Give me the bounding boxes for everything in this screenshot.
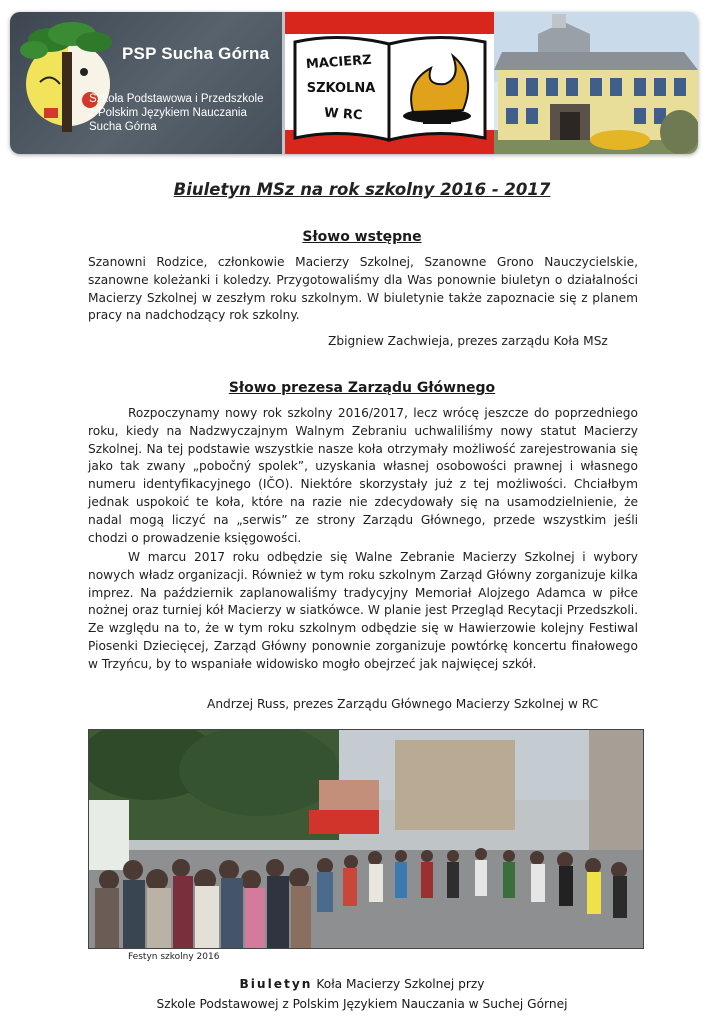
president-paragraph-2: W marcu 2017 roku odbędzie się Walne Zebranie Macierzy Szkolnej i wybory nowych władz organizacji. Również w tym roku szkolnym Zarząd Główny zorganizuje kilka imprez. Na październik zaplanowaliśmy tradycyjny Memoriał Alojzego Adamca w piłce nożnej oraz turniej kół Macierzy w siatkówce. W planie jest Przegląd Recytacji Przedszkoli. Ze względu na to, że w tym roku szkolnym odbędzie się w Hawierzowie kolejny Festiwal Piosenki Dziecięcej, Zarząd Główny ponownie zorganizuje powtórkę koncertu finałowego w Trzyńcu, by to wspaniałe widowisko mogło obejrzeć jak najwięcej szkół.: [88, 550, 638, 671]
intro-heading: Słowo wstępne: [302, 229, 422, 245]
crowd-photo-image: [89, 730, 643, 948]
school-desc-line: Szkoła Podstawowa i Przedszkole: [89, 93, 264, 105]
macierz-logo-panel: [282, 12, 500, 154]
president-heading: Słowo prezesa Zarządu Głównego: [228, 380, 496, 396]
footer-bulletin-word: Biuletyn: [239, 977, 313, 991]
photo-caption: Festyn szkolny 2016: [128, 952, 220, 962]
logo-line: SZKOLNA: [306, 81, 376, 96]
bulletin-title: Biuletyn MSz na rok szkolny 2016 - 2017: [173, 180, 551, 199]
school-description: [89, 92, 264, 134]
footer-line-1-text: Koła Macierzy Szkolnej przy: [312, 977, 485, 991]
school-desc-line: Sucha Górna: [89, 121, 157, 133]
president-paragraph-1: Rozpoczynamy nowy rok szkolny 2016/2017, lecz wrócę jeszcze do poprzedniego roku, kiedy na Nadzwyczajnym Walnym Zebraniu uchwaliliśmy nowy statut Macierzy Szkolnej. Na tej podstawie wszystkie nasze koła otrzymały możliwość zarejestrowania się jako tak zwany „pobočný spolek”, uzyskania własnej osobowości prawnej i własnego numeru identyfikacyjnego (IČO). Niektóre skorzystały już z tej możliwości. Chciałbym jednak uspokoić te koła, które na razie nie zdecydowały się na usamodzielnienie, że nadal mogą liczyć na „serwis” ze strony Zarządu Głównego, przede wszystkim jeśli chodzi o prowadzenie księgowości.: [88, 406, 638, 545]
school-panel: [10, 12, 282, 154]
header-banner: [10, 12, 698, 154]
school-desc-line: z Polskim Językiem Nauczania: [89, 107, 247, 119]
intro-signature: Zbigniew Zachwieja, prezes zarządu Koła MSz: [328, 334, 608, 348]
school-building-image: [494, 12, 698, 154]
president-signature: Andrzej Russ, prezes Zarządu Głównego Macierzy Szkolnej w RC: [207, 697, 599, 711]
intro-paragraph: Szanowni Rodzice, członkowie Macierzy Szkolnej, Szanowne Grono Nauczycielskie, szanowne koleżanki i koledzy. Przygotowaliśmy dla Was ponownie biuletyn o działalności Macierzy Szkolnej w zeszłym roku szkolnym. W biuletynie także zapoznacie się z planem pracy na nadchodzący rok szkolny.: [88, 255, 638, 323]
school-festival-photo: [88, 729, 644, 949]
school-building-photo: [494, 12, 698, 154]
footer-line-1: [0, 977, 724, 991]
logo-line: W RC: [323, 105, 363, 124]
logo-line: MACIERZ: [305, 52, 373, 73]
school-name: PSP Sucha Górna: [122, 44, 270, 63]
macierz-logo-icon: [285, 12, 497, 154]
footer-line-2: Szkole Podstawowej z Polskim Językiem Nauczania w Suchej Górnej: [156, 997, 568, 1011]
